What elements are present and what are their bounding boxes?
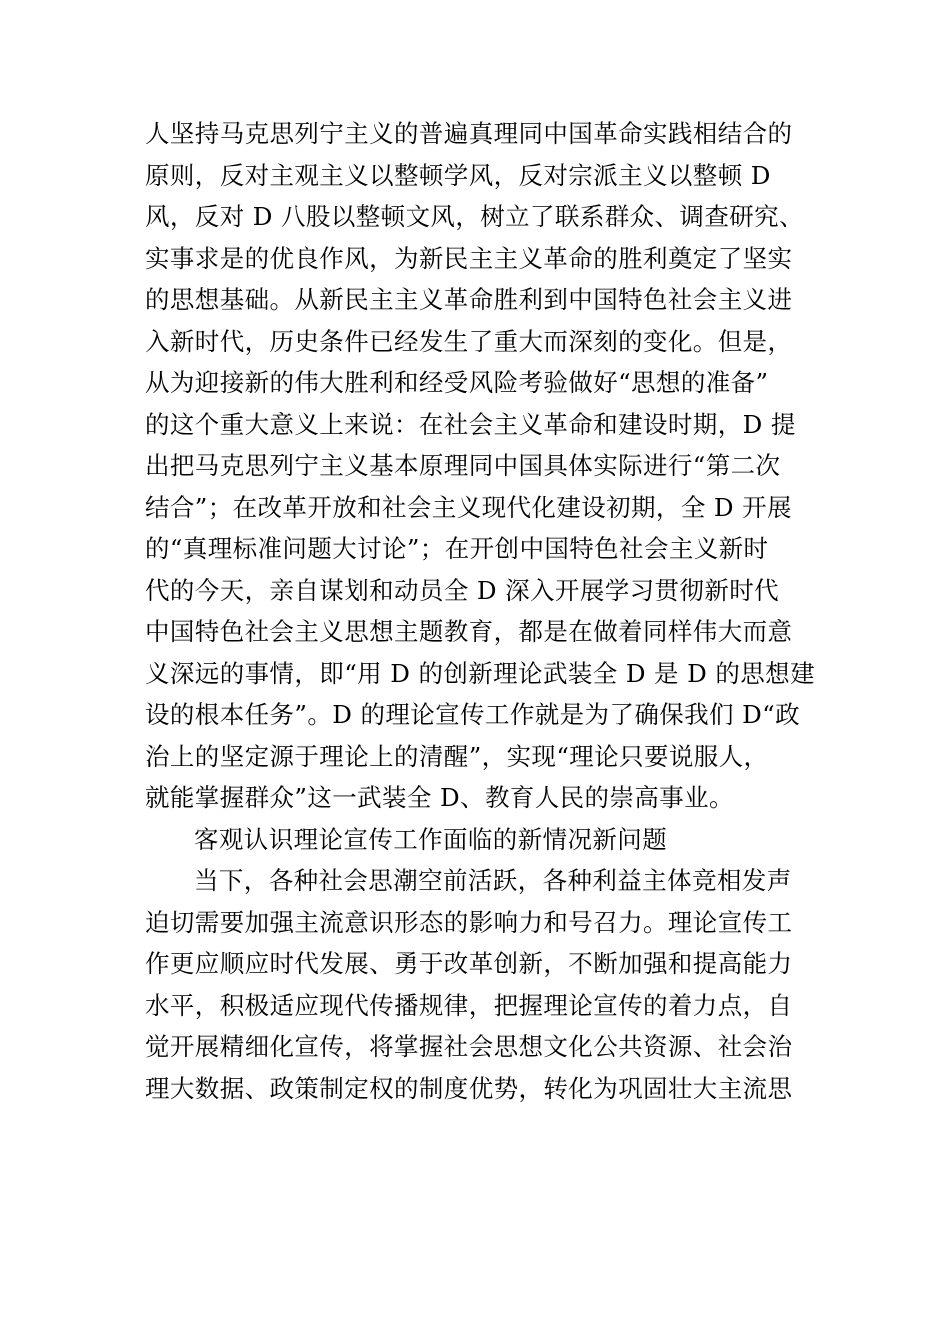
- text-line: 人坚持马克思列宁主义的普遍真理同中国革命实践相结合的: [145, 119, 793, 148]
- text-line: 的这个重大意义上来说：在社会主义革命和建设时期，D 提: [145, 409, 796, 439]
- text-line: 就能掌握群众”这一武装全 D、教育人民的崇高事业。: [145, 783, 734, 812]
- text-line: 理大数据、政策制定权的制度优势，转化为巩固壮大主流思: [145, 1073, 793, 1103]
- paragraph-2: [145, 860, 825, 1109]
- document-body: [145, 113, 825, 1109]
- text-line: 义深远的事情，即“用 D 的创新理论武装全 D 是 D 的思想建: [145, 658, 815, 688]
- text-line: 从为迎接新的伟大胜利和经受风险考验做好“思想的准备”: [145, 368, 769, 397]
- text-line: 水平，积极适应现代传播规律，把握理论宣传的着力点，自: [145, 990, 793, 1020]
- text-line: 的思想基础。从新民主主义革命胜利到中国特色社会主义进: [145, 285, 793, 314]
- text-line: 设的根本任务”。D 的理论宣传工作就是为了确保我们 D“政: [145, 700, 801, 729]
- paragraph-1: [145, 113, 825, 819]
- text-line: 风，反对 D 八股以整顿文风，树立了联系群众、调查研究、: [145, 202, 804, 231]
- text-line: 中国特色社会主义思想主题教育，都是在做着同样伟大而意: [145, 617, 793, 646]
- section-heading: 客观认识理论宣传工作面临的新情况新问题: [194, 824, 668, 854]
- text-line: 实事求是的优良作风，为新民主主义革命的胜利奠定了坚实: [145, 243, 793, 273]
- text-line: 代的今天，亲自谋划和动员全 D 深入开展学习贯彻新时代: [145, 575, 780, 605]
- text-line: 出把马克思列宁主义基本原理同中国具体实际进行“第二次: [145, 451, 781, 480]
- text-line: 治上的坚定源于理论上的清醒”，实现“理论只要说服人，: [145, 741, 769, 771]
- text-line: 入新时代，历史条件已经发生了重大而深刻的变化。但是，: [145, 326, 793, 356]
- text-line: 的“真理标准问题大讨论”；在开创中国特色社会主义新时: [145, 534, 769, 563]
- text-line: 结合”；在改革开放和社会主义现代化建设初期，全 D 开展: [145, 492, 792, 522]
- text-line: 迫切需要加强主流意识形态的影响力和号召力。理论宣传工: [145, 907, 793, 937]
- text-line: 原则，反对主观主义以整顿学风，反对宗派主义以整顿 D: [145, 160, 771, 190]
- text-line: 当下，各种社会思潮空前活跃，各种利益主体竞相发声: [194, 866, 792, 895]
- text-line: 觉开展精细化宣传，将掌握社会思想文化公共资源、社会治: [145, 1032, 793, 1061]
- text-line: 作更应顺应时代发展、勇于改革创新，不断加强和提高能力: [145, 949, 793, 978]
